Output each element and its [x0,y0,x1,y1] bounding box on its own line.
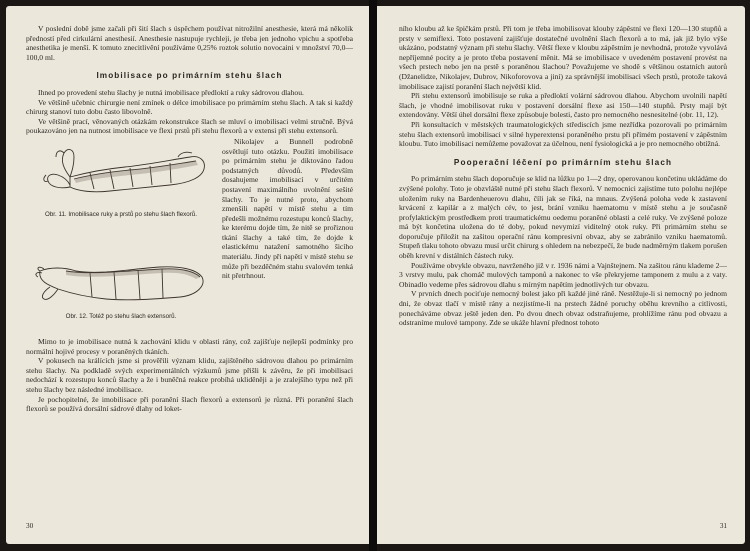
section-heading-immobilization: Imobilisace po primárním stehu šlach [96,71,283,81]
figure-11 [30,139,212,218]
paragraph: V prvních dnech pociťuje nemocný bolest jako při každé jiné ráně. Nestěžuje-li si nemocný po jednom dni, že obvaz tlačí v místě rány a nezjistíme-li na prstech žádné poruchy oběhu krevního a citlivosti, ponecháváme obvaz ještě jeden den. Po dvou dnech obvaz odstraňujeme, prohlížíme ránu pod obvazu a odstraníme mulové tampony. Zde se ukáže hlavní přednost tohoto [399,289,727,328]
figure-11-caption: Obr. 11. Imobilisace ruky a prstů po stehu šlach flexorů. [45,210,197,218]
page-number-right: 31 [719,522,727,531]
arm-flexor-splint-illustration [30,139,212,211]
paragraph: Při konsultacích v městských traumatologických střediscích jsme nezřídka pozorovali po primárním stehu šlach extensorů imobilisaci v silné hyperextensi poraněného prstu při přímém postavení v zápěstním kloubu. Tuto imobilisaci nemůžeme považovat za účelnou, není fysiologická a je pro nemocného obtížná. [399,119,727,149]
figures [26,137,216,337]
paragraph: Nikolajev a Bunnell podrobně osvětlují tuto otázku. Použití imobilisace po primárním stehu je diktováno řadou podstatných důvodů. Především dosahujeme imobilisací v určitém postavení maximálního uvolnění sešité šlachy. To je nutné proto, abychom zmenšili napětí v místě stehu a tím předešli možnému rozestupu konců šlachy, ke kterému dojde tím, že nitě se prořiznou tkání šlachy a také tím, že dojde k elastickému natažení samotného šicího materiálu. Jindy při napětí v místě stehu se může při bezděčném stahu svalovém tenká nit přetrhnout. [222,136,353,281]
wrapped-text-column [222,137,353,281]
paragraph: Mimo to je imobilisace nutná k zachování klidu v oblasti rány, což zajišťuje nejlepší podmínky pro normální hojivé procesy v poraněných tkáních. [26,336,353,356]
page-number-left: 30 [26,522,34,531]
figure-block [26,137,353,337]
figure-12 [30,241,212,320]
right-page [377,6,745,544]
paragraph: Ve většině prací, věnovaných otázkám rekonstrukce šlach se mluví o imobilisaci velmi stručně. Bývá poukazováno jen na nutnost imobilisace ve flexi prstů při stehu flexorů a v extensi při stehu extensorů. [26,116,353,136]
paragraph: Při stehu extensorů imobilisuje se ruka a předloktí volární sádrovou dlahou. Abychom uvolnili napětí šlach, je vhodné imobilisovat ruku v postavení dorsální flexe asi 150—140 stupňů. Prsty mají být extendovány. Větší úhel dorsální flexe způsobuje bolesti, často pro nemocného nesnesitelné (obr. 11, 12). [399,91,727,120]
figure-12-caption: Obr. 12. Totéž po stehu šlach extensorů. [65,312,177,320]
paragraph: Ve většině učebnic chirurgie není zmínek o délce imobilisace po primárním stehu šlach. A tak si každý chirurg stanoví tuto dobu často libovolně. [26,97,353,117]
paragraph: Po primárním stehu šlach doporučuje se klid na lůžku po 1—2 dny, operovanou končetinu ukládáme do zvýšené polohy. Toto je obzvláště nutné při stehu šlach flexorů. V nemocnici zajistíme tuto polohu nejlépe uložením ruky na Bardenheuerovu dlahu, číli jak se říká, na mnaus. Zvýšená poloha vede k zastavení krvácení z kapilár a z malých cév, to jest, brání vzniku haematomu v místě stehu a je současně profylaktickým prostředkem proti traumatickému oedemu poraněné oblasti a celé ruky. Ve zvýšené poloze má být končetina uložena do té doby, pokud nevymizí viditelný otok ruky. Při primárním stehu se doporučuje přiložit na zašitou operační ránu kompresivní obvaz, aby se zabránilo vzniku haematomů. Stupeň tlaku tohoto obvazu musí určit chirurg s ohledem na nebezpečí, že bude nadměrným tlakem porušen oběh krevní v distálních částech ruky. [399,174,727,261]
intro-paragraph: V poslední době jsme začali při šití šlach s úspěchem používat nitrožilní anesthesie, která má několik předností před cirkulární anesthesií. Anesthesie nastupuje rychleji, je třeba jen jednoho vpichu a spotřeba anesthetika je menší. K tomuto znecitlivění používáme 0,25% roztok solutio novocaini v množství 70,0—100,0 ml. [26,24,353,62]
paragraph: V pokusech na králících jsme si prověřili význam klidu, zajištěného sádrovou dlahou po primárním stehu šlachy. Na podkladě svých experimentálních výzkumů jsme přišli k závěru, že při imobilisaci nedochází k rozestupu konců šlachy a že i buněčná reakce probíhá ukliděněji a je zralejšího typu než při stehu šlachy bez následné imobilisace. [26,356,353,394]
arm-extensor-splint-illustration [30,241,212,313]
left-page [6,6,369,544]
paragraph: Používáme obvykle obvazu, navrženého již v r. 1936 námi a Vajnštejnem. Na zašitou ránu klademe 2—3 vrstvy mulu, pak chomáč mulových tamponů a nakonec to vše překryjeme tamponem z mulu a z vaty. Obinadlo vedeme přes sádrovou dlahu s mírným napětím jednotlivých tur obvazu. [399,260,727,289]
section-heading-postoperative: Pooperační léčení po primárním stehu šlach [453,157,673,167]
paragraph: ního kloubu až ke špičkám prstů. Při tom je třeba imobilisovat klouby zápěstní ve flexi 120—130 stupňů a prsty v semiflexi. Toto postavení zajišťuje dostatečné uvolnění šlach flexorů a to má, jak již bylo výše ukázáno, podstatný význam při stehu šlachy. Větší flexe v kloubu zápěstním je nevhodná, protože vyvolává nepříjemné pocity a je proto třeba postavení měnit. Má se imobilisace v uvedeném postavení provést na všech prstech nebo jen na prstě s poraněnou šlachou? Považujeme ve shodě s většinou ostatních autorů (Džanelidze, Nikolajev, Dubrov, Nikoforovova a jiní) za správnější imobilisaci všech prstů, protože taková imobilisace zajistí poranění šlach největší klid. [399,24,727,91]
paragraph: Je pochopitelné, že imobilisace při poranění šlach flexorů a extensorů je různá. Při poranění šlach flexorů se používá dorsální sádrové dlahy od loket- [26,394,353,414]
book-gutter [369,0,377,551]
paragraph: Ihned po provedení stehu šlachy je nutná imobilisace předloktí a ruky sádrovou dlahou. [38,87,304,97]
